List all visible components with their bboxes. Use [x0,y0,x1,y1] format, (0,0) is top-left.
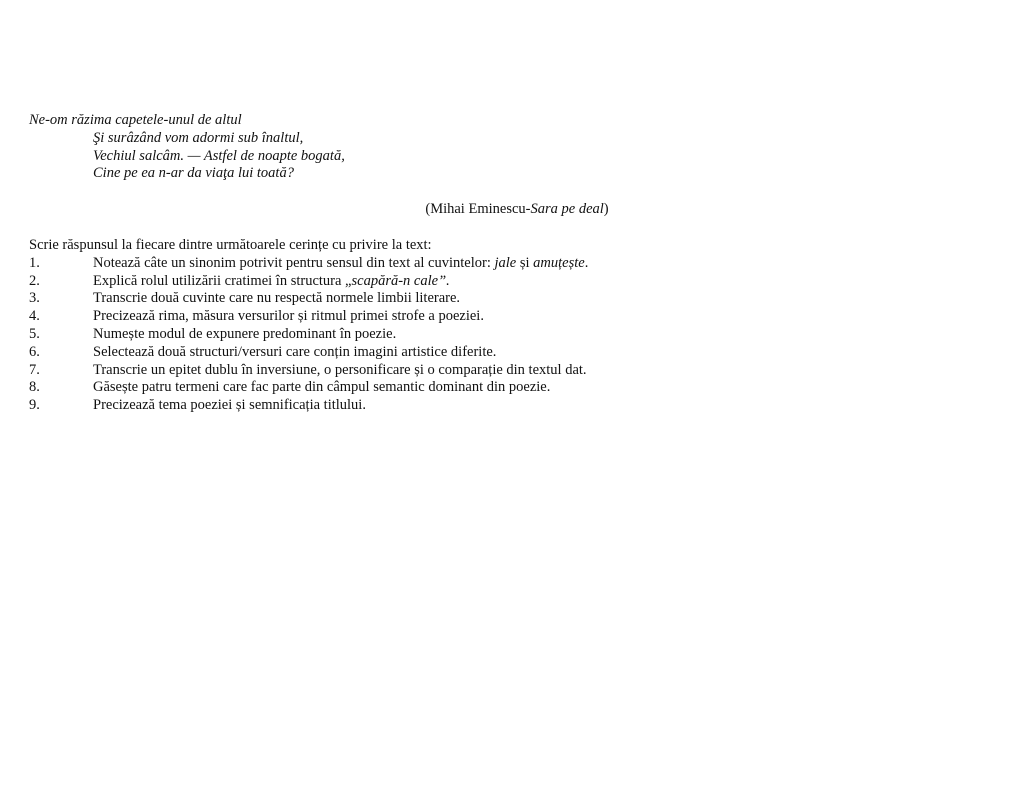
task-number: 4. [29,308,40,325]
task-text-italic-segment: amuțește [533,254,585,271]
task-text-segment: . [584,254,589,271]
task-text-segment: Explică rolul utilizării cratimei în structura „ [93,272,352,289]
task-text [93,326,396,344]
task-number: 1. [29,254,40,271]
task-item [29,326,929,344]
task-text-segment: Precizează rima, măsura versurilor și ritmul primei strofe a poeziei. [93,308,484,325]
task-text [93,379,550,397]
task-item [29,344,929,362]
task-text [93,344,496,362]
task-text [93,397,366,415]
task-text-italic-segment: jale [494,254,517,271]
poem-line-2: Şi surâzând vom adormi sub înaltul, [93,129,304,146]
poem-excerpt [29,112,729,183]
task-number: 3. [29,290,40,307]
task-text-segment: Selectează două structuri/versuri care conțin imagini artistice diferite. [93,343,497,360]
task-item [29,397,929,415]
task-text-segment: Transcrie două cuvinte care nu respectă normele limbii literare. [93,290,461,307]
task-item [29,308,929,326]
task-item [29,273,929,291]
task-number: 7. [29,361,40,378]
task-item [29,255,929,273]
task-text-segment: Notează câte un sinonim potrivit pentru sensul din text al cuvintelor: [93,254,495,271]
task-text [93,362,587,380]
task-text [93,290,460,308]
poem-attribution [0,201,1024,219]
task-list-intro: Scrie răspunsul la fiecare dintre următoarele cerințe cu privire la text: [29,237,432,253]
task-item [29,362,929,380]
task-number: 2. [29,272,40,289]
task-text [93,273,450,291]
task-text [93,255,588,273]
task-number: 5. [29,325,40,342]
attribution-work-title: Sara pe deal [530,201,604,217]
task-text-italic-segment: scapără-n cale”. [351,272,450,289]
task-item [29,379,929,397]
poem-line-1: Ne-om răzima capetele-unul de altul [29,112,242,128]
task-text-segment: Precizează tema poeziei și semnificația titlului. [93,397,366,414]
task-text-segment: și [516,254,534,271]
poem-line-4: Cine pe ea n-ar da viaţa lui toată? [93,165,294,182]
task-item [29,290,929,308]
task-items [29,255,929,415]
task-text-segment: Numește modul de expunere predominant în poezie. [93,325,397,342]
task-list [29,237,929,415]
attribution-open-paren: ( [425,201,431,217]
attribution-author: Mihai Eminescu- [430,201,531,217]
task-number: 9. [29,397,40,414]
task-text [93,308,484,326]
task-text-segment: Găsește patru termeni care fac parte din câmpul semantic dominant din poezie. [93,379,551,396]
attribution-close-paren: ) [603,201,609,217]
task-number: 6. [29,343,40,360]
task-number: 8. [29,379,40,396]
poem-line-3: Vechiul salcâm. — Astfel de noapte bogată, [93,147,345,164]
task-text-segment: Transcrie un epitet dublu în inversiune, o personificare și o comparație din textul dat. [93,361,587,378]
